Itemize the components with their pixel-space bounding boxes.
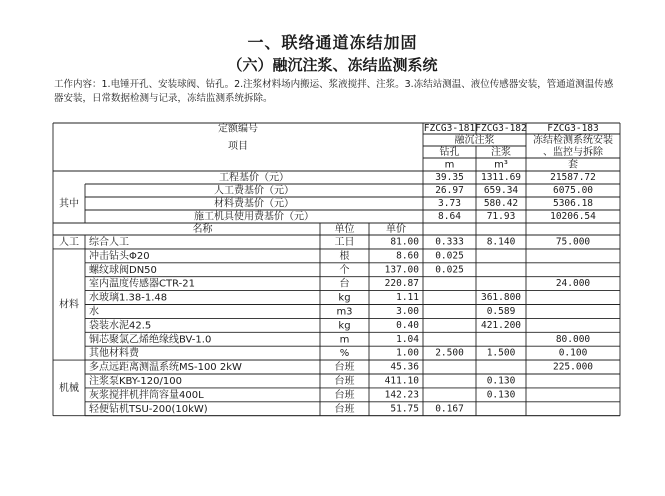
resource-name: 室内温度传感器CTR-21	[89, 278, 195, 290]
resource-name: 铜芯聚氯乙烯绝缘线BV-1.0	[89, 334, 212, 346]
quota-code-1: FZCG3-181	[423, 123, 476, 134]
breakdown-label-2: 材料费基价（元）	[214, 198, 294, 210]
resource-price: 0.40	[396, 319, 419, 331]
resource-qty-2: 1.500	[486, 347, 516, 359]
resource-unit: %	[339, 348, 350, 360]
resource-price: 137.00	[384, 264, 419, 276]
quota-table	[52, 122, 622, 452]
resource-qty-1: 0.167	[435, 403, 464, 415]
col-head-unit: 单位	[334, 224, 355, 235]
resource-qty-3: 0.100	[558, 347, 588, 359]
resource-name: 螺纹球阀DN50	[89, 264, 157, 276]
breakdown-label-3: 施工机具使用费基价（元）	[194, 211, 314, 223]
unit-1: m	[444, 159, 455, 171]
resource-name: 水	[89, 306, 99, 318]
breakdown-value-3-1: 8.64	[438, 211, 461, 222]
resource-qty-2: 421.200	[480, 319, 522, 331]
among-label: 其中	[59, 198, 79, 210]
resource-qty-2: 8.140	[486, 236, 516, 248]
resource-name: 冲击钻头Φ20	[89, 250, 150, 262]
base-price-value-3: 21587.72	[550, 172, 596, 183]
resource-price: 51.75	[390, 403, 419, 415]
resource-qty-1: 2.500	[435, 347, 464, 359]
resource-unit: 台班	[334, 375, 355, 387]
unit-3: 套	[568, 159, 578, 171]
base-price-label: 工程基价（元）	[219, 172, 289, 184]
breakdown-value-2-2: 580.42	[483, 198, 519, 209]
resource-unit: kg	[338, 292, 351, 304]
resource-name: 综合人工	[89, 236, 129, 248]
resource-price: 1.00	[396, 347, 419, 359]
resource-qty-2: 0.130	[486, 389, 516, 401]
resource-unit: 工日	[334, 236, 355, 248]
resource-price: 45.36	[390, 361, 419, 373]
category-label: 机械	[59, 382, 79, 394]
base-price-value-1: 39.35	[435, 172, 464, 183]
category-label: 材料	[59, 299, 79, 311]
quota-code-2: FZCG3-182	[475, 123, 527, 134]
resource-qty-3: 225.000	[552, 361, 594, 373]
base-price-value-2: 1311.69	[480, 172, 522, 183]
breakdown-value-2-1: 3.73	[438, 198, 461, 209]
item-name-1: 钻孔	[439, 147, 460, 158]
unit-2: m³	[494, 159, 508, 171]
resource-qty-1: 0.025	[435, 264, 464, 276]
resource-unit: 台班	[334, 362, 355, 374]
resource-qty-2: 0.130	[486, 375, 516, 387]
resource-qty-3: 24.000	[555, 278, 591, 290]
resource-name: 多点远距离测温系统MS-100 2kW	[89, 362, 242, 374]
col-head-name: 名称	[192, 224, 213, 235]
resource-price: 220.87	[384, 278, 419, 290]
resource-name: 其他材料费	[89, 348, 139, 360]
resource-unit: 根	[339, 250, 350, 262]
group-monitoring-label-line2: 、监控与拆除	[543, 147, 603, 158]
resource-name: 袋装水泥42.5	[89, 320, 152, 332]
resource-price: 3.00	[396, 305, 419, 317]
resource-price: 8.60	[396, 250, 419, 262]
page-title: 一、联络通道冻结加固	[247, 33, 418, 52]
resource-unit: 台	[339, 278, 350, 290]
breakdown-value-1-2: 659.34	[483, 185, 519, 196]
breakdown-value-1-1: 26.97	[435, 185, 464, 196]
resource-unit: 个	[339, 264, 350, 276]
resource-unit: 台班	[334, 389, 355, 401]
resource-price: 142.23	[384, 389, 419, 401]
resource-price: 1.11	[396, 292, 419, 304]
resource-name: 灰浆搅拌机拌筒容量400L	[89, 389, 204, 401]
resource-price: 411.10	[384, 375, 419, 387]
resource-unit: m	[339, 334, 350, 346]
breakdown-label-1: 人工费基价（元）	[214, 185, 294, 197]
resource-qty-2: 361.800	[480, 292, 522, 304]
page-subtitle: （六）融沉注浆、冻结监测系统	[227, 56, 438, 74]
resource-name: 水玻璃1.38-1.48	[89, 292, 168, 304]
quota-code-3: FZCG3-183	[547, 123, 599, 134]
work-content-text: 工作内容：1.电锤开孔、安装球阀、钻孔。2.注浆材料场内搬运、浆液搅拌、注浆。3.冻结站测温、液位传感器安装，管通道测温传感器安装，日常数据检测与记录，冻结监测系统拆除。	[54, 79, 614, 104]
resource-qty-2: 0.589	[486, 305, 516, 317]
col-head-price: 单价	[386, 224, 406, 235]
breakdown-value-3-2: 71.93	[486, 211, 516, 222]
breakdown-value-1-3: 6075.00	[552, 185, 594, 196]
breakdown-value-3-3: 10206.54	[550, 211, 596, 222]
group-grouting-label: 融沉注浆	[454, 135, 495, 146]
resource-unit: m3	[336, 306, 353, 318]
resource-price: 81.00	[390, 236, 419, 248]
item-name-2: 注浆	[491, 147, 511, 158]
resource-qty-3: 80.000	[555, 333, 591, 345]
resource-unit: kg	[338, 320, 351, 332]
resource-qty-3: 75.000	[555, 236, 591, 248]
resource-name: 注浆泵KBY-120/100	[89, 375, 182, 387]
breakdown-value-2-3: 5306.18	[552, 198, 594, 209]
quota-code-label: 定额编号	[218, 123, 258, 135]
resource-unit: 台班	[334, 403, 355, 415]
resource-price: 1.04	[396, 333, 419, 345]
item-label: 项目	[228, 141, 248, 152]
resource-qty-1: 0.025	[435, 250, 464, 262]
group-monitoring-label-line1: 冻结检测系统安装	[533, 135, 613, 146]
resource-name: 轻便钻机TSU-200(10kW)	[89, 403, 208, 415]
category-label: 人工	[59, 236, 79, 248]
resource-qty-1: 0.333	[435, 236, 464, 248]
